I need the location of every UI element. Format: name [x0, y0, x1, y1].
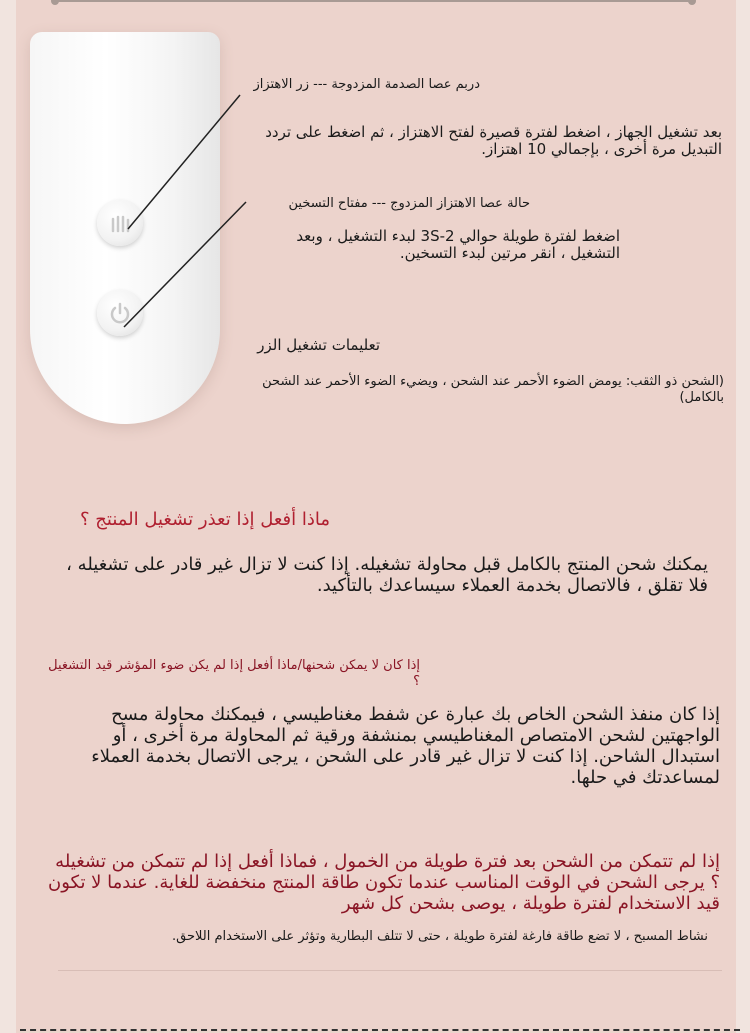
section-divider [58, 970, 722, 971]
instructions-title: تعليمات تشغيل الزر [257, 336, 380, 354]
faq-answer-3: نشاط المسبح ، لا تضع طاقة فارغة لفترة طويلة ، حتى لا تتلف البطارية وتؤثر على الاستخدام اللاحق. [171, 929, 708, 944]
heating-switch-label: حالة عصا الاهتزاز المزدوج --- مفتاح التسخين [288, 196, 530, 211]
pointer-line-heating [124, 202, 246, 327]
vibration-button-label: دربم عصا الصدمة المزدوجة --- زر الاهتزاز [253, 77, 480, 92]
vibration-button-description: بعد تشغيل الجهاز ، اضغط لفترة قصيرة لفتح الاهتزاز ، ثم اضغط على تردد التبديل مرة أخرى ، بإجمالي 10 اهتزاز. [265, 123, 722, 158]
faq-question-3: إذا لم تتمكن من الشحن بعد فترة طويلة من الخمول ، فماذا أفعل إذا لم تتمكن من تشغيله ؟ يرجى الشحن في الوقت المناسب عندما تكون طاقة المنتج منخفضة للغاية. عندما لا تكون قيد الاستخدام لفترة طويلة ، يوصى بشحن كل شهر [47, 851, 720, 914]
pointer-line-vibration [128, 95, 240, 229]
faq-answer-1: يمكنك شحن المنتج بالكامل قبل محاولة تشغيله. إذا كنت لا تزال غير قادر على تشغيله ، فلا تقلق ، فالاتصال بخدمة العملاء سيساعدك بالتأكيد. [66, 554, 708, 596]
faq-answer-2: إذا كان منفذ الشحن الخاص بك عبارة عن شفط مغناطيسي ، فيمكنك محاولة مسح الواجهتين لشحن الامتصاص المغناطيسي بمنشفة ورقية ثم المحاولة مرة أخرى ، أو استبدال الشاحن. إذا كنت لا تزال غير قادر على الشحن ، يرجى الاتصال بخدمة العملاء لمساعدتك في حلها. [91, 704, 720, 788]
bottom-dashed-line [20, 1029, 740, 1031]
faq-question-1: ماذا أفعل إذا تعذر تشغيل المنتج ؟ [80, 509, 330, 530]
heating-switch-description: اضغط لفترة طويلة حوالي 2-3S لبدء التشغيل ، وبعد التشغيل ، انقر مرتين لبدء التسخين. [296, 227, 620, 262]
faq-question-2: إذا كان لا يمكن شحنها/ماذا أفعل إذا لم يكن ضوء المؤشر قيد التشغيل ؟ [48, 658, 420, 689]
charging-note: (الشحن ذو الثقب: يومض الضوء الأحمر عند الشحن ، ويضيء الضوء الأحمر عند الشحن بالكامل) [262, 374, 724, 405]
